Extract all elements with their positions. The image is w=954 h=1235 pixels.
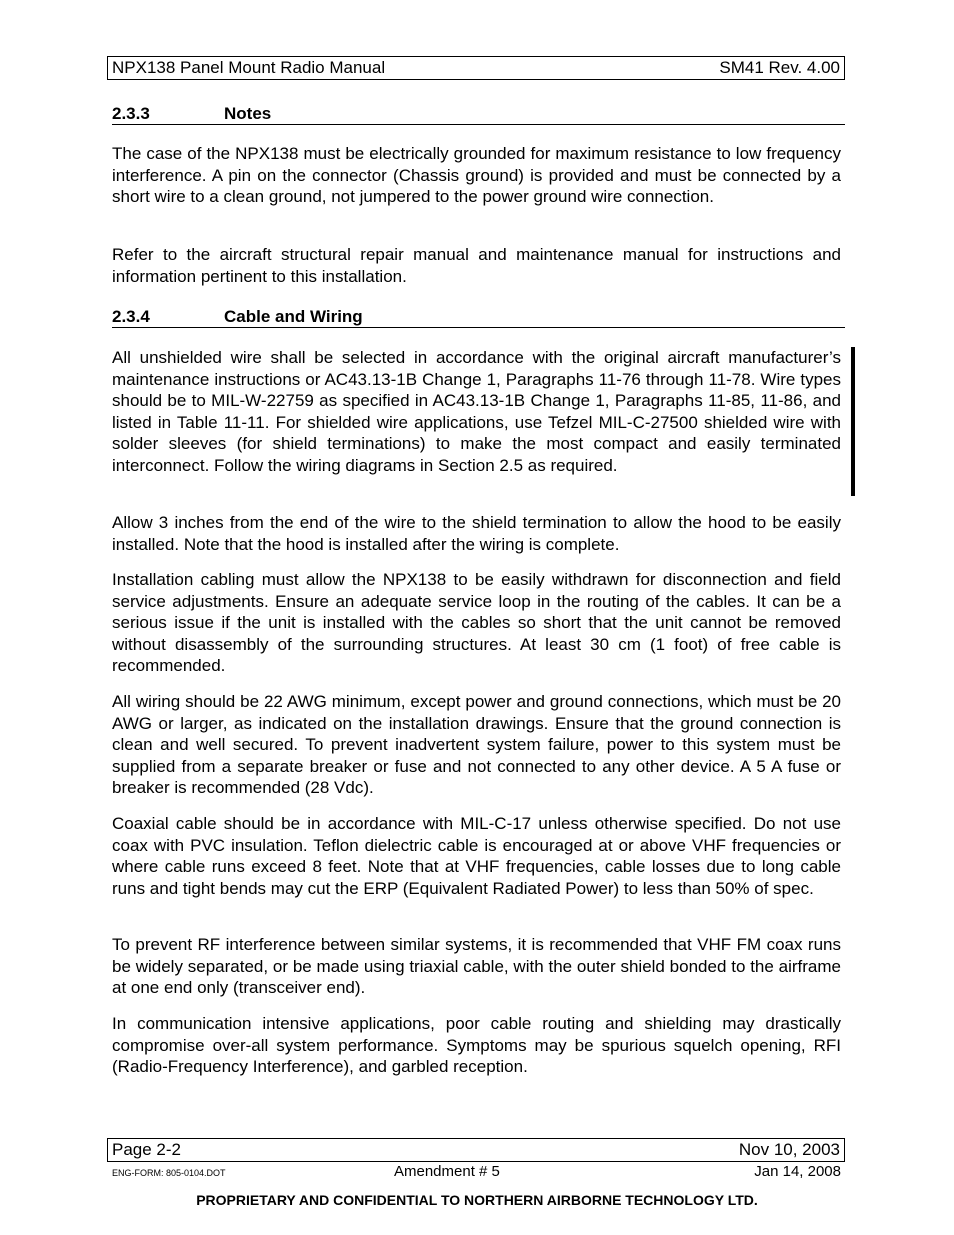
- manual-title: NPX138 Panel Mount Radio Manual: [112, 58, 386, 77]
- proprietary-notice: PROPRIETARY AND CONFIDENTIAL TO NORTHERN AIRBORNE TECHNOLOGY LTD.: [196, 1192, 758, 1208]
- revision-label: SM41 Rev. 4.00: [719, 58, 840, 77]
- section-number: 2.3.4: [112, 307, 150, 326]
- revision-change-bar: [851, 347, 855, 496]
- section-title: Cable and Wiring: [224, 307, 363, 326]
- paragraph: In communication intensive applications, poor cable routing and shielding may drastically compromise over-all system performance. Symptoms may be spurious squelch opening, RFI (Radio-Frequency Interference), and garbled reception.: [112, 1014, 841, 1077]
- paragraph: The case of the NPX138 must be electrically grounded for maximum resistance to low frequency interference. A pin on the connector (Chassis ground) is provided and must be connected by a short wire to a clean ground, not jumpered to the power ground wire connection.: [112, 144, 841, 207]
- section-number: 2.3.3: [112, 104, 150, 123]
- page-number: Page 2-2: [112, 1140, 181, 1159]
- page-header: [107, 56, 845, 80]
- paragraph: All wiring should be 22 AWG minimum, except power and ground connections, which must be 20 AWG or larger, as indicated on the installation drawings. Ensure that the ground connection is clean and well secured. To prevent inadvertent system failure, power to this system must be supplied from a separate breaker or fuse and not connected to any other device. A 5 A fuse or breaker is recommended (28 Vdc).: [112, 692, 841, 798]
- paragraph: Coaxial cable should be in accordance with MIL-C-17 unless otherwise specified. Do not use coax with PVC insulation. Teflon dielectric cable is encouraged at or above VHF frequencies or where cable runs exceed 8 feet. Note that at VHF frequencies, cable losses due to long cable runs and tight bends may cut the ERP (Equivalent Radiated Power) to less than 50% of spec.: [112, 814, 841, 898]
- section-heading-cable-and-wiring: [112, 307, 845, 328]
- paragraph: All unshielded wire shall be selected in accordance with the original aircraft manufacturer’s maintenance instructions or AC43.13-1B Change 1, Paragraphs 11-76 through 11-78. Wire types should be to MIL-W-22759 as specified in AC43.13-1B Change 1, Paragraphs 11-85, 11-86, and listed in Table 11-11. For shielded wire applications, use Tefzel MIL-C-27500 shielded wire with solder sleeves (for shield terminations) to make the most compact and easily terminated interconnect. Follow the wiring diagrams in Section 2.5 as required.: [112, 348, 841, 475]
- section-heading-notes: [112, 104, 845, 125]
- paragraph: Installation cabling must allow the NPX138 to be easily withdrawn for disconnection and field service adjustments. Ensure an adequate service loop in the routing of the cables. It can be a serious issue if the unit is installed with the cables so short that the unit cannot be removed without disassembly of the surrounding structures. At least 30 cm (1 foot) of free cable is recommended.: [112, 570, 841, 676]
- footer-details: [112, 1163, 841, 1181]
- issue-date: Nov 10, 2003: [738, 1140, 840, 1159]
- page-footer: [107, 1138, 845, 1162]
- amendment-date: Jan 14, 2008: [754, 1163, 841, 1180]
- paragraph: To prevent RF interference between similar systems, it is recommended that VHF FM coax runs be widely separated, or be made using triaxial cable, with the outer shield bonded to the airframe at one end only (transceiver end).: [112, 935, 841, 998]
- paragraph: Refer to the aircraft structural repair manual and maintenance manual for instructions and information pertinent to this installation.: [112, 245, 841, 286]
- section-title: Notes: [224, 104, 272, 123]
- paragraph: Allow 3 inches from the end of the wire to the shield termination to allow the hood to be easily installed. Note that the hood is installed after the wiring is complete.: [112, 513, 841, 554]
- amendment-number: Amendment # 5: [394, 1163, 500, 1180]
- form-code: ENG-FORM: 805-0104.DOT: [112, 1168, 226, 1178]
